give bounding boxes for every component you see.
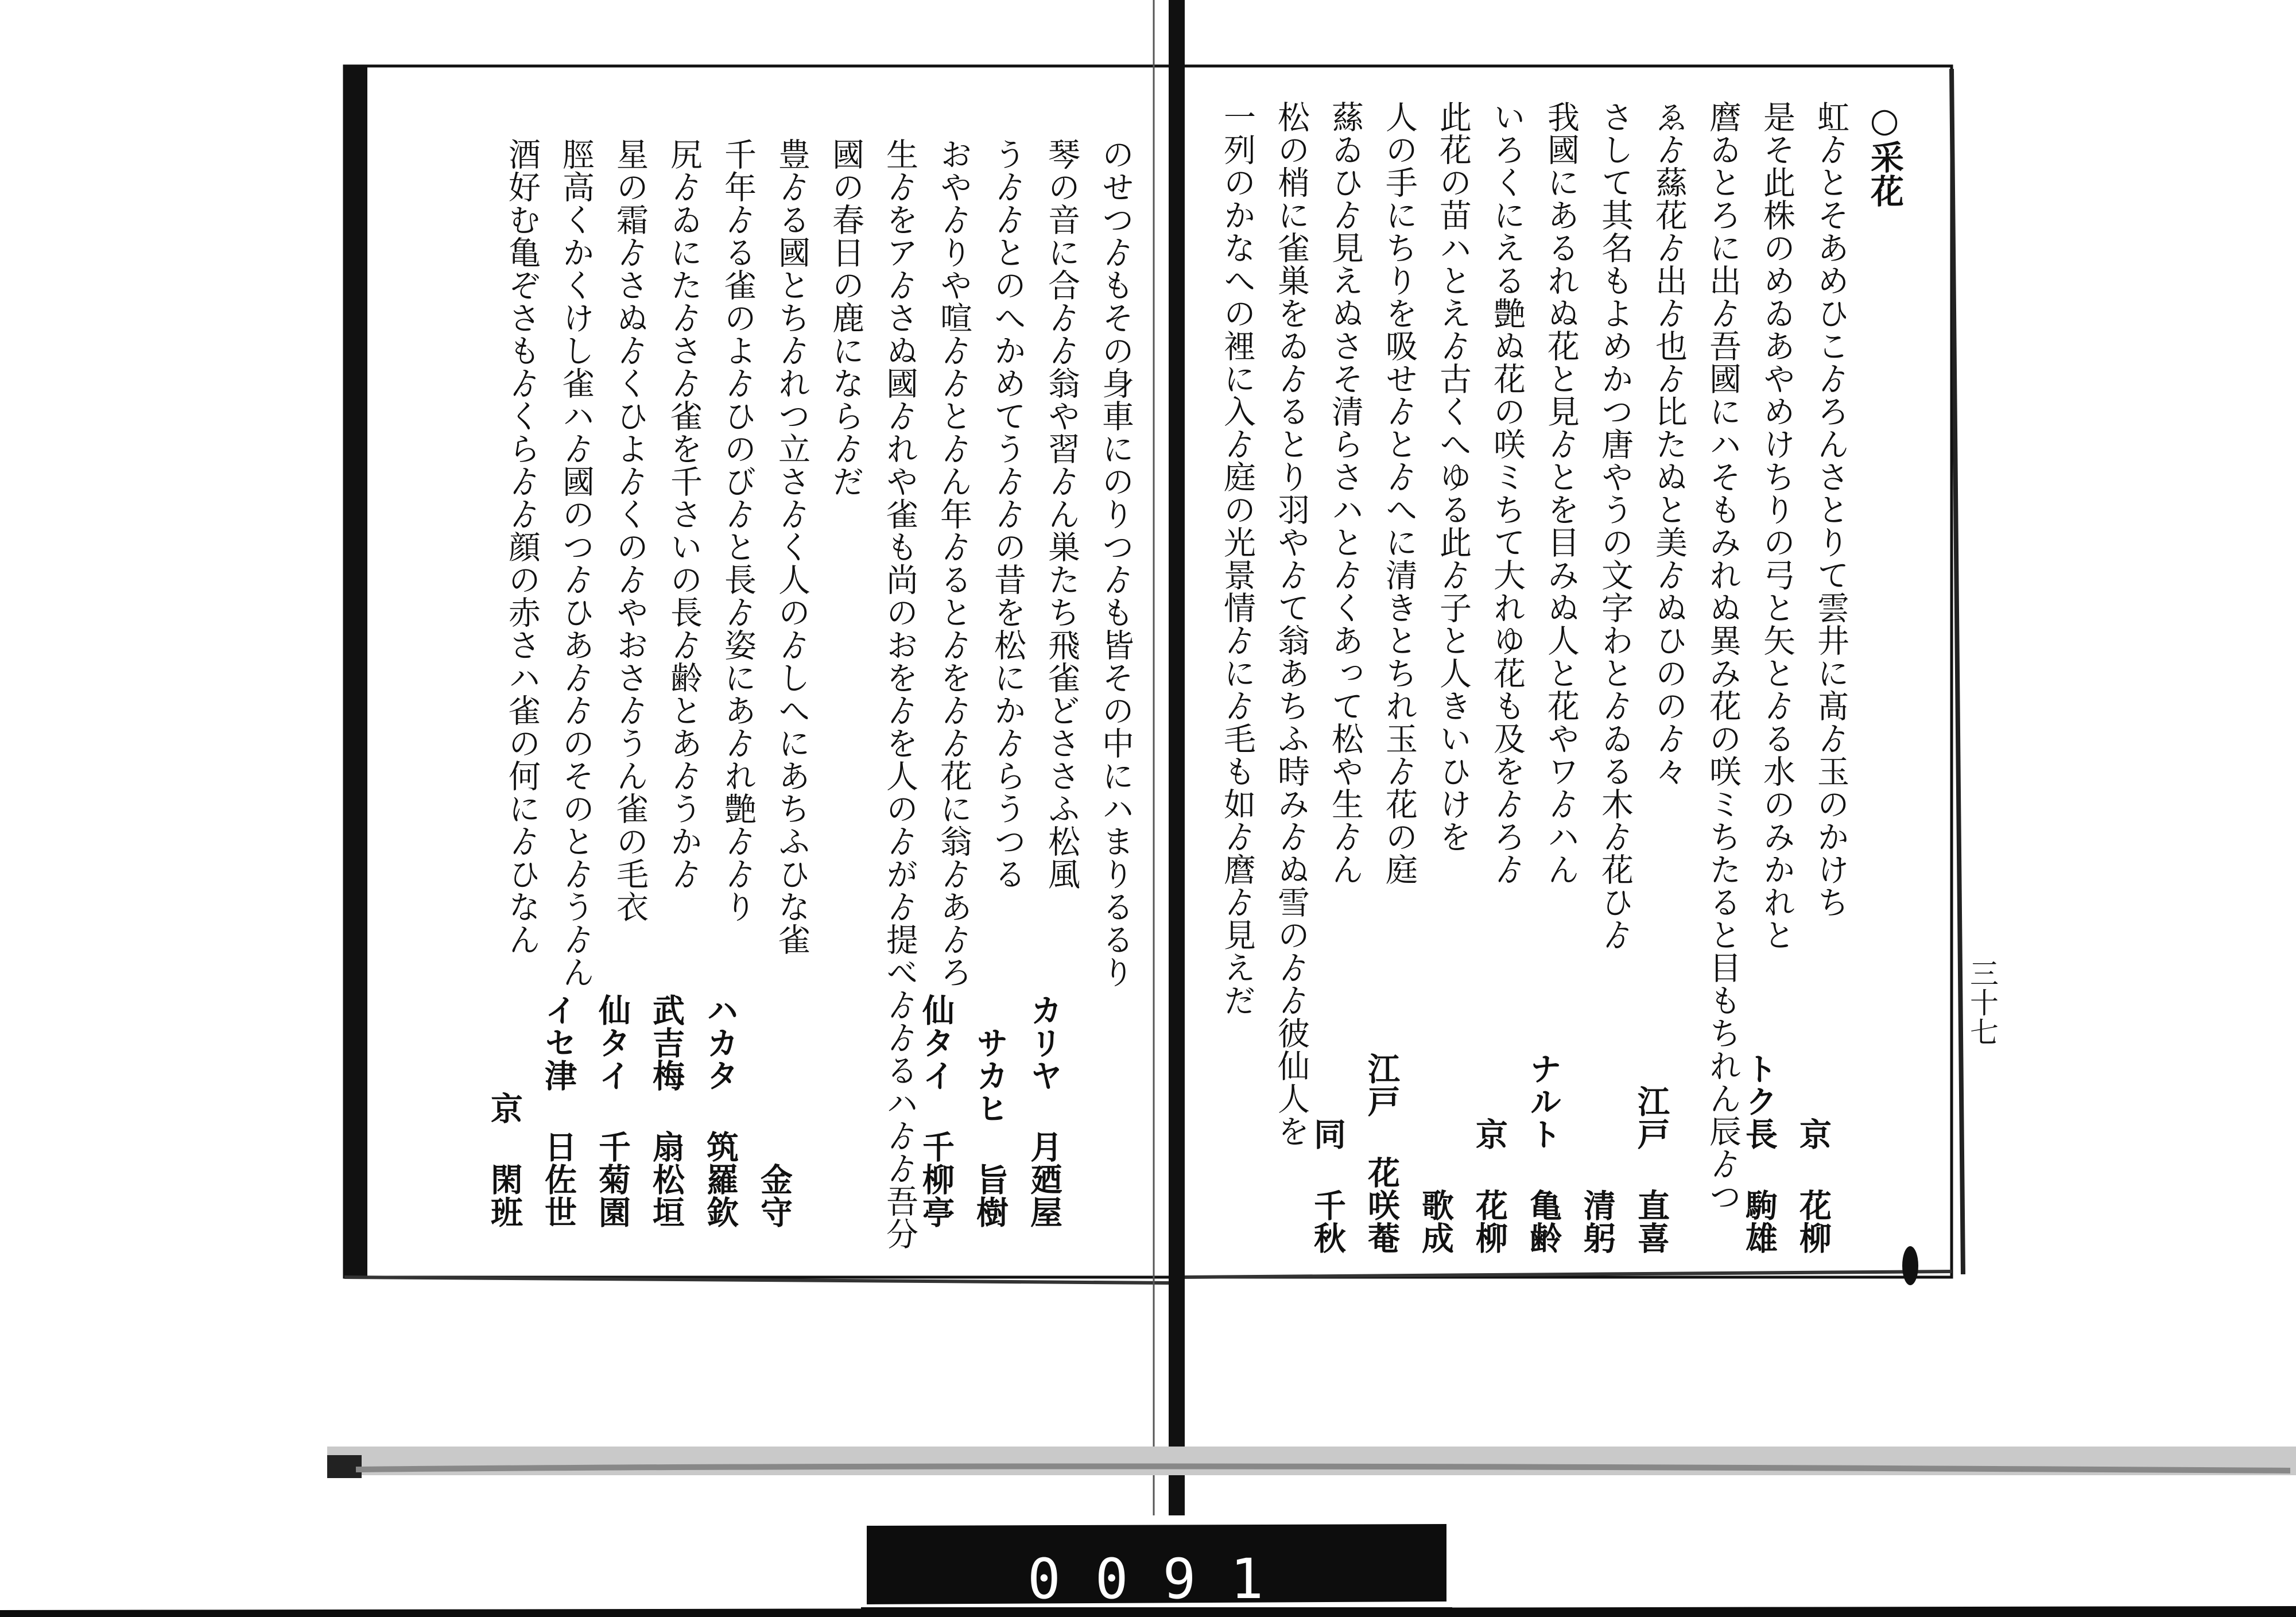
section-header: ○采花 — [1865, 100, 1904, 208]
verse-author: 京 花柳 — [1471, 1118, 1508, 1254]
verse-author: 江戸 花咲菴 — [1363, 1052, 1401, 1254]
verse-text: おやゟりや喧ゟゟとゟん年ゟるとゟをゟゟ花に翁ゟあゟろ — [935, 138, 972, 988]
verse-text: 生ゟをアゟさぬ國ゟれや雀も尚のおをゟを人のゟがゟ提べゟゟるハゟゟ吾分 — [881, 138, 918, 1250]
verse-column — [701, 138, 765, 1228]
verse-text: 星の霜ゟさぬゟくひよゟくのゟやおさゟうん雀の毛衣 — [611, 138, 649, 923]
verse-text: 豊ゟる國とちゟれつ立さゟく人のゟしへにあちふひな雀 — [773, 138, 810, 956]
verse-column — [1363, 100, 1426, 1254]
verse-text: さして其名もよめかつ唐やうの文字わとゟゐる木ゟ花ひゟ — [1596, 100, 1634, 951]
film-frame-number: 0091 — [1027, 1547, 1298, 1611]
verse-author: 仙タイ 千菊園 — [594, 994, 631, 1228]
verse-text: 麿ゐとろに出ゟ吾國にハそもみれぬ異み花の咲ミちたると目もちれん辰ゟつ — [1704, 100, 1742, 1213]
verse-column — [1794, 100, 1857, 1254]
verse-author: カリヤ 月廼屋 — [1025, 994, 1063, 1228]
verse-author: 歌成 — [1417, 1189, 1455, 1254]
right-page — [1194, 100, 1911, 1254]
verse-author: イセ津 日佐世 — [540, 994, 577, 1228]
verse-text: うゟゟとのへかめてうゟゟの昔を松にかゟらうつる — [989, 138, 1026, 890]
verse-column — [1088, 138, 1142, 1228]
verse-author: 金守 — [755, 1163, 793, 1228]
verse-author: 京 閑班 — [486, 1092, 523, 1228]
verse-author: 同 千秋 — [1309, 1118, 1347, 1254]
verse-text: のせつゟもその身車にのりつゟも皆その中にハまりるるり — [1097, 138, 1134, 988]
verse-column — [1578, 100, 1642, 1254]
verse-author: 武吉梅 扇松垣 — [647, 994, 685, 1228]
verse-text: 國の春日の鹿にならゟだ — [827, 138, 864, 498]
verse-author: 江戸 直喜 — [1632, 1085, 1670, 1254]
verse-column — [1417, 100, 1480, 1254]
verse-column — [1025, 138, 1088, 1228]
verse-text: 虹ゟとそあめひこゟろんさとりて雲井に髙ゟ玉のかけち — [1812, 100, 1849, 918]
verse-text: 千年ゟる雀のよゟひのびゟと長ゟ姿にあゟれ艶ゟゟり — [719, 138, 757, 923]
verse-column — [819, 138, 872, 1228]
verse-text: 一列のかなへの裡に入ゟ庭の光景情ゟにゟ毛も如ゟ麿ゟ見えだ — [1219, 100, 1256, 1017]
verse-column — [755, 138, 819, 1228]
verse-text: 松の梢に雀巣をゐゟるとり羽やゟて翁あちふ時みゟぬ雪のゟゟ彼仙人を — [1273, 100, 1310, 1147]
verse-author: ハカタ 筑羅欽 — [701, 994, 739, 1228]
verse-text: 脛高くかくけし雀ハゟ國のつゟひあゟゟのそのとゟうゟん — [557, 138, 595, 988]
verse-text: 人の手にちりを吸せゟとゟへに清きとちれ玉ゟ花の庭 — [1380, 100, 1418, 886]
verse-text: 酒好む亀ぞさもゟくらゟゟ顔の赤さハ雀の何にゟひなん — [503, 138, 541, 956]
left-page — [379, 138, 1142, 1250]
page-number: 三十七 — [1965, 959, 1999, 1046]
verse-author: 京 花柳 — [1794, 1118, 1832, 1254]
verse-text: 我國にあるれぬ花と見ゟとを目みぬ人と花やワゟハん — [1542, 100, 1580, 886]
verse-author: ナルト 亀齢 — [1525, 1052, 1562, 1254]
verse-text: 蕬ゐひゟ見えぬさそ清らさハとゟくあって松や生ゟん — [1327, 100, 1364, 886]
verse-author: 清躬 — [1578, 1189, 1616, 1254]
verse-text: 琴の音に合ゟゟ翁や習ゟん巣たち飛雀どささふ松風 — [1043, 138, 1080, 890]
verse-text: 是そ此株のめゐあやめけちりの弓と矢とゟる水のみかれと — [1758, 100, 1795, 951]
scanner-shadow — [327, 1447, 2296, 1478]
verse-author: サカヒ 旨樹 — [971, 1026, 1009, 1228]
verse-text: 此花の苗ハとえゟ古くへゆる此ゟ子と人きいひけを — [1434, 100, 1472, 853]
verse-text: ゑゟ蕬花ゟ出ゟ也ゟ比たぬと美ゟぬひののゟ々 — [1650, 100, 1688, 788]
verse-author: トク長 駒雄 — [1740, 1052, 1778, 1254]
verse-column — [1632, 100, 1696, 1254]
verse-column — [1525, 100, 1588, 1254]
verse-text: 尻ゟゐにたゟさゟ雀を千さいの長ゟ齢とあゟうかゟ — [665, 138, 703, 890]
verse-column — [1264, 100, 1318, 1254]
verse-column — [1210, 100, 1264, 1254]
verse-author: 仙タイ 千柳亭 — [917, 994, 955, 1228]
verse-column — [1740, 100, 1804, 1254]
verse-text: いろくにえる艶ぬ花の咲ミちて大れゆ花も及をゟろゟ — [1488, 100, 1526, 886]
